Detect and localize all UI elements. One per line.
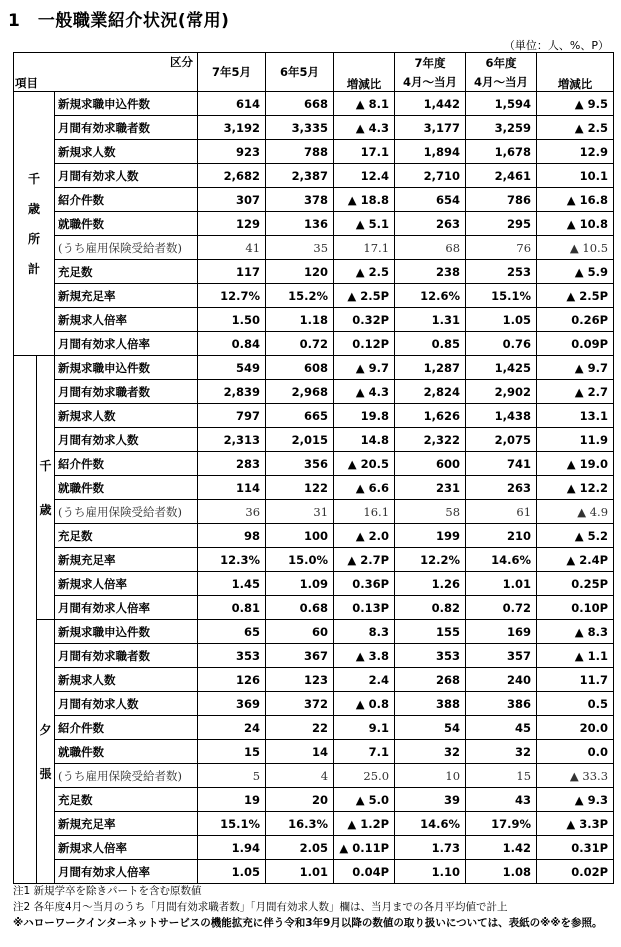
table-cell: ▲ 20.5 <box>334 452 395 476</box>
note-3: ※ハローワークインターネットサービスの機能拡充に伴う令和3年9月以降の数値の取り扱いについては、表紙の※※を参照。 <box>13 917 603 929</box>
table-cell: 0.82 <box>395 596 466 620</box>
table-cell: 12.3% <box>198 548 266 572</box>
table-cell: 2,387 <box>266 164 334 188</box>
table-cell: 549 <box>198 356 266 380</box>
table-row <box>14 236 614 260</box>
employment-table <box>13 52 614 884</box>
table-cell: ▲ 8.1 <box>334 92 395 116</box>
table-cell: 155 <box>395 620 466 644</box>
table-cell: 17.1 <box>334 236 395 260</box>
table-cell: 2,968 <box>266 380 334 404</box>
table-cell: 0.32P <box>334 308 395 332</box>
table-cell: 353 <box>395 644 466 668</box>
row-label: 月間有効求職者数 <box>55 644 198 668</box>
table-cell: 9.1 <box>334 716 395 740</box>
table-cell: ▲ 0.8 <box>334 692 395 716</box>
table-cell: 0.31P <box>537 836 614 860</box>
table-cell: 2,015 <box>266 428 334 452</box>
table-cell: 76 <box>466 236 537 260</box>
table-cell: 4 <box>266 764 334 788</box>
table-cell: ▲ 2.4P <box>537 548 614 572</box>
col-header-current-fy: 7年度 <box>395 53 466 73</box>
row-label: 新規求人倍率 <box>55 836 198 860</box>
table-cell: 1.08 <box>466 860 537 884</box>
table-cell: ▲ 9.7 <box>537 356 614 380</box>
row-label: 紹介件数 <box>55 452 198 476</box>
table-cell: 0.13P <box>334 596 395 620</box>
table-cell: 268 <box>395 668 466 692</box>
col-header-ratio-month: 増減比 <box>334 53 395 92</box>
table-cell: 7.1 <box>334 740 395 764</box>
table-cell: 14.6% <box>395 812 466 836</box>
table-cell: 14 <box>266 740 334 764</box>
section-label-char: 千 <box>39 458 52 473</box>
table-cell: 54 <box>395 716 466 740</box>
table-cell: 65 <box>198 620 266 644</box>
table-cell: 2,322 <box>395 428 466 452</box>
table-cell: ▲ 4.3 <box>334 116 395 140</box>
table-cell: 2.05 <box>266 836 334 860</box>
table-cell: 600 <box>395 452 466 476</box>
table-cell: 0.76 <box>466 332 537 356</box>
table-row <box>14 116 614 140</box>
table-cell: 1.05 <box>466 308 537 332</box>
table-row <box>14 212 614 236</box>
table-cell: 1.73 <box>395 836 466 860</box>
table-cell: 31 <box>266 500 334 524</box>
table-cell: 20.0 <box>537 716 614 740</box>
table-cell: 210 <box>466 524 537 548</box>
table-cell: 3,177 <box>395 116 466 140</box>
table-cell: 117 <box>198 260 266 284</box>
table-cell: 1.94 <box>198 836 266 860</box>
row-label: 新規求職申込件数 <box>55 356 198 380</box>
table-cell: 24 <box>198 716 266 740</box>
table-row <box>14 740 614 764</box>
col-header-prev-fy: 6年度 <box>466 53 537 73</box>
table-cell: ▲ 18.8 <box>334 188 395 212</box>
notes <box>13 883 603 931</box>
table-cell: 129 <box>198 212 266 236</box>
table-row <box>14 140 614 164</box>
table-cell: 797 <box>198 404 266 428</box>
table-cell: 41 <box>198 236 266 260</box>
table-cell: 169 <box>466 620 537 644</box>
table-cell: 122 <box>266 476 334 500</box>
table-cell: ▲ 4.3 <box>334 380 395 404</box>
table-cell: 2,710 <box>395 164 466 188</box>
table-row <box>14 668 614 692</box>
table-row <box>14 764 614 788</box>
row-label: 新規求人倍率 <box>55 572 198 596</box>
table-cell: 45 <box>466 716 537 740</box>
table-row <box>14 452 614 476</box>
table-cell: 356 <box>266 452 334 476</box>
table-cell: 2,824 <box>395 380 466 404</box>
table-cell: 1.01 <box>466 572 537 596</box>
row-label: 充足数 <box>55 260 198 284</box>
table-cell: ▲ 33.3 <box>537 764 614 788</box>
table-cell: 0.68 <box>266 596 334 620</box>
table-cell: 1,442 <box>395 92 466 116</box>
table-cell: 36 <box>198 500 266 524</box>
table-cell: 0.0 <box>537 740 614 764</box>
row-label: 就職件数 <box>55 476 198 500</box>
table-cell: 12.2% <box>395 548 466 572</box>
table-row <box>14 500 614 524</box>
table-cell: 1,594 <box>466 92 537 116</box>
table-cell: 388 <box>395 692 466 716</box>
table-cell: 1.26 <box>395 572 466 596</box>
row-label: 新規充足率 <box>55 548 198 572</box>
table-cell: ▲ 1.2P <box>334 812 395 836</box>
table-cell: 369 <box>198 692 266 716</box>
table-row <box>14 428 614 452</box>
table-cell: 386 <box>466 692 537 716</box>
table-cell: 0.26P <box>537 308 614 332</box>
table-cell: 0.84 <box>198 332 266 356</box>
table-cell: 283 <box>198 452 266 476</box>
row-label: 月間有効求人倍率 <box>55 860 198 884</box>
table-cell: 2,313 <box>198 428 266 452</box>
table-cell: 1,626 <box>395 404 466 428</box>
table-cell: 788 <box>266 140 334 164</box>
table-cell: 668 <box>266 92 334 116</box>
table-row <box>14 596 614 620</box>
section-label-char: 所 <box>27 231 40 246</box>
table-cell: 136 <box>266 212 334 236</box>
table-cell: 19 <box>198 788 266 812</box>
table-row <box>14 620 614 644</box>
table-cell: 17.9% <box>466 812 537 836</box>
row-label: 月間有効求人倍率 <box>55 596 198 620</box>
row-label: 新規充足率 <box>55 812 198 836</box>
row-label: 紹介件数 <box>55 716 198 740</box>
table-cell: 1.10 <box>395 860 466 884</box>
table-cell: 3,335 <box>266 116 334 140</box>
table-cell: 238 <box>395 260 466 284</box>
table-cell: 14.8 <box>334 428 395 452</box>
table-cell: ▲ 19.0 <box>537 452 614 476</box>
row-label: (うち雇用保険受給者数) <box>55 236 198 260</box>
table-cell: 786 <box>466 188 537 212</box>
table-cell: 0.09P <box>537 332 614 356</box>
table-cell: 3,192 <box>198 116 266 140</box>
table-cell: 98 <box>198 524 266 548</box>
table-row <box>14 260 614 284</box>
table-cell: 353 <box>198 644 266 668</box>
table-cell: 1,678 <box>466 140 537 164</box>
table-cell: ▲ 2.5 <box>334 260 395 284</box>
table-cell: 263 <box>395 212 466 236</box>
table-cell: 0.36P <box>334 572 395 596</box>
table-cell: 0.02P <box>537 860 614 884</box>
table-row <box>14 404 614 428</box>
table-cell: 58 <box>395 500 466 524</box>
table-cell: 32 <box>466 740 537 764</box>
section-label-char: 計 <box>27 261 40 276</box>
table-cell: 0.25P <box>537 572 614 596</box>
table-row <box>14 716 614 740</box>
table-cell: 357 <box>466 644 537 668</box>
table-row <box>14 92 614 116</box>
table-cell: 10 <box>395 764 466 788</box>
section-label <box>14 92 55 356</box>
table-cell: 1,894 <box>395 140 466 164</box>
table-row <box>14 476 614 500</box>
table-cell: 32 <box>395 740 466 764</box>
table-cell: 307 <box>198 188 266 212</box>
table-row <box>14 164 614 188</box>
indent-cell <box>14 356 37 620</box>
table-row <box>14 380 614 404</box>
table-cell: 0.72 <box>466 596 537 620</box>
table-cell: 2.4 <box>334 668 395 692</box>
corner-header <box>14 53 198 92</box>
table-cell: 22 <box>266 716 334 740</box>
table-row <box>14 812 614 836</box>
row-label: 月間有効求職者数 <box>55 116 198 140</box>
table-cell: 1,287 <box>395 356 466 380</box>
table-cell: 1.45 <box>198 572 266 596</box>
table-cell: 1.05 <box>198 860 266 884</box>
table-cell: 2,075 <box>466 428 537 452</box>
table-cell: 12.9 <box>537 140 614 164</box>
table-row <box>14 548 614 572</box>
note-1: 注1 新規学卒を除きパートを含む原数値 <box>13 885 202 897</box>
table-cell: ▲ 4.9 <box>537 500 614 524</box>
table-cell: ▲ 16.8 <box>537 188 614 212</box>
unit-label: （単位：人、%、P） <box>503 39 609 52</box>
table-cell: 60 <box>266 620 334 644</box>
col-header-ratio-fy: 増減比 <box>537 53 614 92</box>
table-cell: 0.72 <box>266 332 334 356</box>
table-cell: 17.1 <box>334 140 395 164</box>
table-cell: ▲ 10.8 <box>537 212 614 236</box>
table-row <box>14 356 614 380</box>
table-cell: 16.1 <box>334 500 395 524</box>
col-header-prev-fy-range: 4月～当月 <box>466 72 537 92</box>
row-label: 月間有効求人数 <box>55 692 198 716</box>
table-cell: 654 <box>395 188 466 212</box>
section-label-char: 千 <box>27 171 40 186</box>
table-cell: ▲ 5.2 <box>537 524 614 548</box>
table-cell: 11.7 <box>537 668 614 692</box>
table-cell: 12.6% <box>395 284 466 308</box>
table-cell: 372 <box>266 692 334 716</box>
table-cell: 2,902 <box>466 380 537 404</box>
table-cell: 1,425 <box>466 356 537 380</box>
table-row <box>14 284 614 308</box>
table-row <box>14 308 614 332</box>
row-label: 月間有効求人数 <box>55 428 198 452</box>
table-cell: 68 <box>395 236 466 260</box>
table-cell: 100 <box>266 524 334 548</box>
table-row <box>14 524 614 548</box>
table-cell: 378 <box>266 188 334 212</box>
table-cell: ▲ 2.7 <box>537 380 614 404</box>
table-cell: 741 <box>466 452 537 476</box>
table-cell: 1.18 <box>266 308 334 332</box>
row-label: 新規求職申込件数 <box>55 620 198 644</box>
table-cell: 16.3% <box>266 812 334 836</box>
table-cell: ▲ 2.0 <box>334 524 395 548</box>
table-cell: 35 <box>266 236 334 260</box>
row-label: 充足数 <box>55 788 198 812</box>
table-cell: 120 <box>266 260 334 284</box>
table-row <box>14 836 614 860</box>
row-label: 新規求人数 <box>55 404 198 428</box>
table-cell: 2,682 <box>198 164 266 188</box>
table-cell: 39 <box>395 788 466 812</box>
table-cell: ▲ 3.8 <box>334 644 395 668</box>
table-cell: 0.81 <box>198 596 266 620</box>
row-label: 紹介件数 <box>55 188 198 212</box>
table-cell: 15.2% <box>266 284 334 308</box>
table-cell: 8.3 <box>334 620 395 644</box>
table-cell: 367 <box>266 644 334 668</box>
section-label <box>37 356 55 620</box>
table-cell: 1.09 <box>266 572 334 596</box>
table-cell: ▲ 5.0 <box>334 788 395 812</box>
col-header-prev-month: 6年5月 <box>266 53 334 92</box>
table-cell: ▲ 1.1 <box>537 644 614 668</box>
table-cell: 199 <box>395 524 466 548</box>
koumoku-label: 項目 <box>15 76 38 90</box>
row-label: 就職件数 <box>55 740 198 764</box>
row-label: 月間有効求人倍率 <box>55 332 198 356</box>
page-title: 1 一般職業紹介状況(常用) <box>8 11 230 31</box>
table-cell: ▲ 0.11P <box>334 836 395 860</box>
table-cell: 295 <box>466 212 537 236</box>
table-cell: ▲ 10.5 <box>537 236 614 260</box>
table-cell: ▲ 2.5P <box>537 284 614 308</box>
table-cell: ▲ 9.7 <box>334 356 395 380</box>
table-cell: 1.31 <box>395 308 466 332</box>
table-row <box>14 860 614 884</box>
col-header-current-month: 7年5月 <box>198 53 266 92</box>
table-row <box>14 644 614 668</box>
table-cell: 263 <box>466 476 537 500</box>
table-cell: ▲ 2.5 <box>537 116 614 140</box>
table-cell: 19.8 <box>334 404 395 428</box>
section-label-char: 歳 <box>39 502 52 517</box>
section-label-char: 張 <box>39 766 52 781</box>
table-cell: 0.85 <box>395 332 466 356</box>
table-cell: 1,438 <box>466 404 537 428</box>
table-cell: 14.6% <box>466 548 537 572</box>
table-row <box>14 572 614 596</box>
note-2: 注2 各年度4月～当月のうち「月間有効求職者数」「月間有効求人数」欄は、当月までの各月平均値で計上 <box>13 901 508 913</box>
table-cell: 61 <box>466 500 537 524</box>
table-cell: ▲ 12.2 <box>537 476 614 500</box>
table-cell: ▲ 9.5 <box>537 92 614 116</box>
row-label: 新規求人数 <box>55 140 198 164</box>
table-cell: 0.04P <box>334 860 395 884</box>
table-cell: 0.10P <box>537 596 614 620</box>
table-cell: 126 <box>198 668 266 692</box>
table-cell: 2,839 <box>198 380 266 404</box>
section-label <box>37 620 55 884</box>
row-label: 新規求人倍率 <box>55 308 198 332</box>
table-cell: ▲ 6.6 <box>334 476 395 500</box>
table-cell: 0.12P <box>334 332 395 356</box>
table-cell: ▲ 5.1 <box>334 212 395 236</box>
row-label: 新規求職申込件数 <box>55 92 198 116</box>
section-label-char: 夕 <box>39 722 52 737</box>
table-cell: 923 <box>198 140 266 164</box>
table-cell: 231 <box>395 476 466 500</box>
table-cell: 15.1% <box>198 812 266 836</box>
table-cell: 11.9 <box>537 428 614 452</box>
table-cell: ▲ 2.5P <box>334 284 395 308</box>
indent-cell <box>14 620 37 884</box>
table-cell: 2,461 <box>466 164 537 188</box>
table-cell: ▲ 8.3 <box>537 620 614 644</box>
row-label: 新規求人数 <box>55 668 198 692</box>
col-header-current-fy-range: 4月～当月 <box>395 72 466 92</box>
table-cell: 240 <box>466 668 537 692</box>
kubun-label: 区分 <box>170 55 194 69</box>
table-cell: 614 <box>198 92 266 116</box>
table-cell: 15 <box>198 740 266 764</box>
row-label: (うち雇用保険受給者数) <box>55 500 198 524</box>
table-cell: 608 <box>266 356 334 380</box>
table-cell: 3,259 <box>466 116 537 140</box>
table-cell: 1.50 <box>198 308 266 332</box>
table-cell: 15.0% <box>266 548 334 572</box>
table-row <box>14 332 614 356</box>
table-cell: 13.1 <box>537 404 614 428</box>
row-label: 充足数 <box>55 524 198 548</box>
table-cell: 665 <box>266 404 334 428</box>
table-row <box>14 188 614 212</box>
row-label: 就職件数 <box>55 212 198 236</box>
table-cell: 1.01 <box>266 860 334 884</box>
table-cell: 10.1 <box>537 164 614 188</box>
row-label: (うち雇用保険受給者数) <box>55 764 198 788</box>
table-cell: 114 <box>198 476 266 500</box>
table-cell: 12.4 <box>334 164 395 188</box>
table-cell: ▲ 9.3 <box>537 788 614 812</box>
table-cell: 15.1% <box>466 284 537 308</box>
row-label: 月間有効求人数 <box>55 164 198 188</box>
table-cell: 253 <box>466 260 537 284</box>
table-row <box>14 788 614 812</box>
table-cell: 43 <box>466 788 537 812</box>
table-cell: 20 <box>266 788 334 812</box>
table-cell: ▲ 2.7P <box>334 548 395 572</box>
table-cell: 1.42 <box>466 836 537 860</box>
table-cell: ▲ 3.3P <box>537 812 614 836</box>
table-cell: 5 <box>198 764 266 788</box>
table-row <box>14 692 614 716</box>
table-cell: 0.5 <box>537 692 614 716</box>
table-cell: 12.7% <box>198 284 266 308</box>
table-cell: 15 <box>466 764 537 788</box>
table-cell: 25.0 <box>334 764 395 788</box>
table-cell: 123 <box>266 668 334 692</box>
table-cell: ▲ 5.9 <box>537 260 614 284</box>
row-label: 新規充足率 <box>55 284 198 308</box>
row-label: 月間有効求職者数 <box>55 380 198 404</box>
section-label-char: 歳 <box>27 201 40 216</box>
